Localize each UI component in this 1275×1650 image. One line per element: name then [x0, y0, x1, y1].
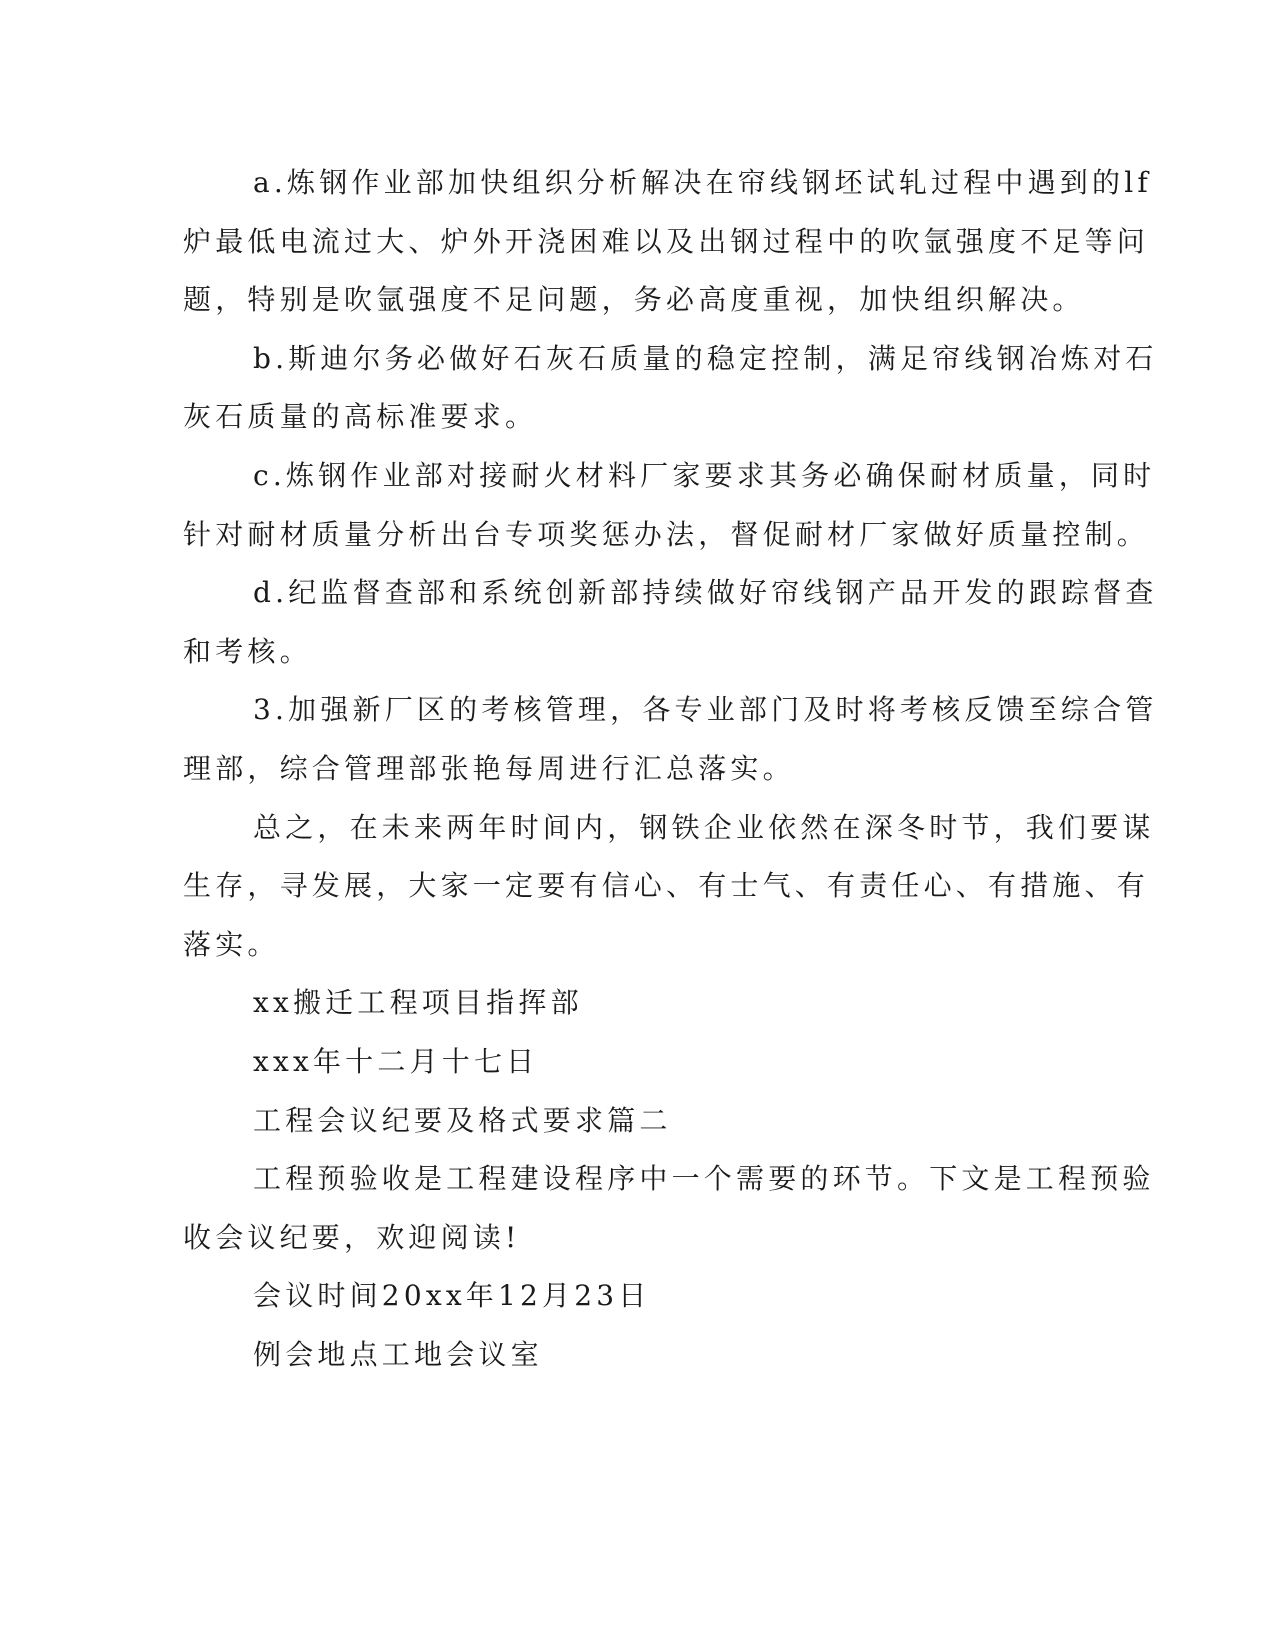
intro-line-2: 收会议纪要，欢迎阅读!: [183, 1221, 521, 1254]
paragraph-c-line-1: c.炼钢作业部对接耐火材料厂家要求其务必确保耐材质量，同时: [253, 459, 1156, 492]
summary-line-2: 生存，寻发展，大家一定要有信心、有士气、有责任心、有措施、有: [183, 869, 1150, 902]
paragraph-a-line-1: a.炼钢作业部加快组织分析解决在帘线钢坯试轧过程中遇到的lf: [253, 166, 1152, 199]
signature-department: xx搬迁工程项目指挥部: [253, 986, 583, 1019]
meeting-time: 会议时间20xx年12月23日: [253, 1279, 651, 1312]
summary-line-1: 总之，在未来两年时间内，钢铁企业依然在深冬时节，我们要谋: [253, 811, 1155, 844]
paragraph-b-line-1: b.斯迪尔务必做好石灰石质量的稳定控制，满足帘线钢冶炼对石: [253, 342, 1158, 375]
signature-date: xxx年十二月十七日: [253, 1045, 539, 1078]
paragraph-3-line-2: 理部，综合管理部张艳每周进行汇总落实。: [183, 752, 795, 785]
paragraph-c-line-2: 针对耐材质量分析出台专项奖惩办法，督促耐材厂家做好质量控制。: [183, 518, 1150, 551]
meeting-location: 例会地点工地会议室: [253, 1338, 543, 1371]
paragraph-d-line-1: d.纪监督查部和系统创新部持续做好帘线钢产品开发的跟踪督查: [253, 576, 1158, 609]
section-heading: 工程会议纪要及格式要求篇二: [253, 1104, 672, 1137]
intro-line-1: 工程预验收是工程建设程序中一个需要的环节。下文是工程预验: [253, 1162, 1155, 1195]
paragraph-d-line-2: 和考核。: [183, 635, 312, 668]
paragraph-a-line-2: 炉最低电流过大、炉外开浇困难以及出钢过程中的吹氩强度不足等问: [183, 225, 1150, 258]
summary-line-3: 落实。: [183, 928, 280, 961]
paragraph-b-line-2: 灰石质量的高标准要求。: [183, 400, 538, 433]
paragraph-3-line-1: 3.加强新厂区的考核管理，各专业部门及时将考核反馈至综合管: [253, 693, 1158, 726]
paragraph-a-line-3: 题，特别是吹氩强度不足问题，务必高度重视，加快组织解决。: [183, 283, 1085, 316]
